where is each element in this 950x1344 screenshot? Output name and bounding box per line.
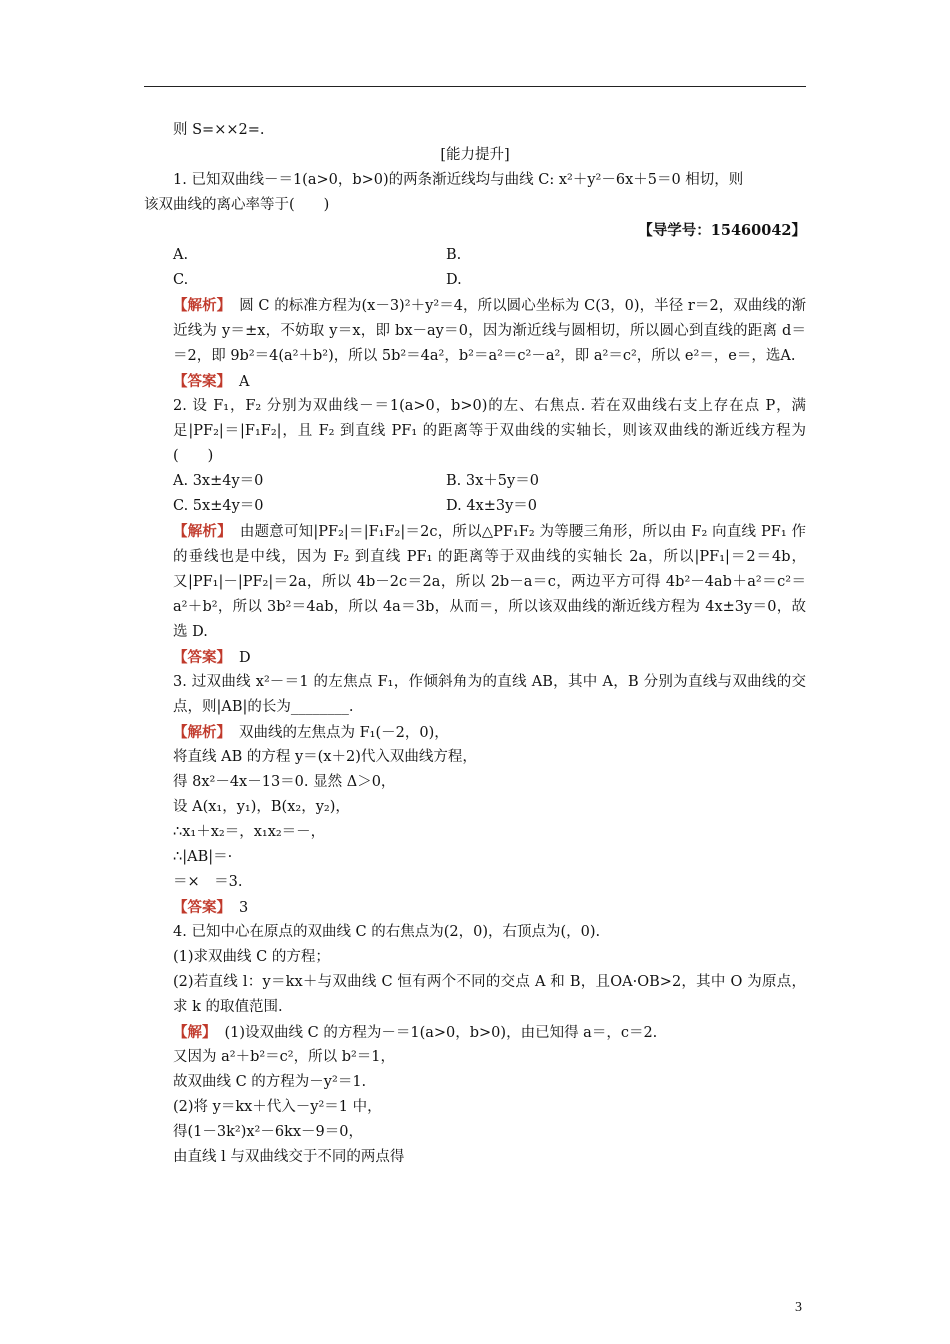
document-body <box>144 118 806 1170</box>
q2-options-row2 <box>144 494 806 519</box>
q1-stem-line1: 1. 已知双曲线－＝1(a>0，b>0)的两条渐近线均与曲线 C: x²＋y²－6x＋5＝0 相切，则 <box>173 172 744 188</box>
answer-tag: 【答案】 <box>173 899 231 916</box>
solution-tag: 【解析】 <box>173 724 231 741</box>
solution-tag: 【解析】 <box>173 297 232 314</box>
q1-options-row1 <box>144 243 806 268</box>
q3-solution-line: ∴x₁＋x₂＝，x₁x₂＝－， <box>173 824 326 840</box>
q3-solution-line: 得 8x²－4x－13＝0. 显然 Δ＞0， <box>173 774 396 790</box>
option-a: A. 3x±4y＝0 <box>173 473 264 489</box>
q2-answer <box>144 645 806 670</box>
q3-solution-line: ∴|AB|＝· <box>173 849 233 865</box>
q4-stem: 4. 已知中心在原点的双曲线 C 的右焦点为(2，0)，右顶点为(，0). <box>173 924 601 940</box>
option-b: B. <box>446 247 462 263</box>
q1-answer <box>144 369 806 394</box>
q4-part1: (1)求双曲线 C 的方程； <box>173 949 330 965</box>
answer-value: A <box>239 374 250 390</box>
q2-stem: 2. 设 F₁，F₂ 分别为双曲线－＝1(a>0，b>0)的左、右焦点. 若在双曲线右支上存在点 P，满足|PF₂|＝|F₁F₂|，且 F₂ 到直线 PF₁ 的距离等于双曲线的实轴长，则该双曲线的渐近线方程为( ) <box>173 398 806 464</box>
option-a: A. <box>173 247 189 263</box>
q1-stem-line2: 该双曲线的离心率等于( ) <box>144 197 330 213</box>
jie-tag: 【解】 <box>173 1024 217 1041</box>
q3-answer <box>144 895 806 920</box>
header-rule <box>144 86 806 87</box>
q3-solution-line: 设 A(x₁，y₁)，B(x₂，y₂)， <box>173 799 350 815</box>
answer-tag: 【答案】 <box>173 373 231 390</box>
q1-solution <box>144 293 806 369</box>
q2-options-row1 <box>144 469 806 494</box>
q4-solution-line: (2)将 y＝kx＋代入－y²＝1 中， <box>173 1099 382 1115</box>
option-d: D. 4x±3y＝0 <box>446 498 538 514</box>
q3-solution-line <box>144 720 806 745</box>
answer-value: D <box>239 650 251 666</box>
page-number: 3 <box>795 1300 802 1315</box>
text-line: 则 S=××2=. <box>173 122 265 138</box>
q4-solution-line: 由直线 l 与双曲线交于不同的两点得 <box>173 1149 405 1165</box>
q4-part2: (2)若直线 l：y＝kx＋与双曲线 C 恒有两个不同的交点 A 和 B，且OA·OB>2，其中 O 为原点，求 k 的取值范围. <box>173 974 806 1015</box>
solution-text: 由题意可知|PF₂|＝|F₁F₂|＝2c，所以△PF₁F₂ 为等腰三角形，所以由 F₂ 向直线 PF₁ 作的垂线也是中线，因为 F₂ 到直线 PF₁ 的距离等于双曲线的实轴长 2a，所以|PF₁|＝2＝4b，又|PF₁|－|PF₂|＝2a，所以 4b－2c＝2a，所以 2b－a＝c，两边平方可得 4b²－4ab＋a²＝c²＝a²＋b²，所以 3b²＝4ab，所以 4a＝3b，从而＝，所以该双曲线的渐近线方程为 4x±3y＝0，故选 D. <box>173 524 807 640</box>
q4-solution-line: 又因为 a²＋b²＝c²，所以 b²＝1， <box>173 1049 396 1065</box>
solution-text: (1)设双曲线 C 的方程为－＝1(a>0，b>0)，由已知得 a＝，c＝2. <box>224 1025 658 1041</box>
solution-tag: 【解析】 <box>173 523 232 540</box>
reference-number: 【导学号：15460042】 <box>638 222 806 239</box>
q3-stem: 3. 过双曲线 x²－＝1 的左焦点 F₁，作倾斜角为的直线 AB，其中 A，B 分别为直线与双曲线的交点，则|AB|的长为________. <box>173 674 806 715</box>
answer-value: 3 <box>239 900 249 916</box>
q4-solution-line: 故双曲线 C 的方程为－y²＝1. <box>173 1074 367 1090</box>
solution-text: 双曲线的左焦点为 F₁(－2，0)， <box>239 725 449 741</box>
section-heading: [能力提升] <box>440 147 510 163</box>
option-c: C. <box>173 272 189 288</box>
q4-solution-line: 得(1－3k²)x²－6kx－9＝0， <box>173 1124 363 1140</box>
option-c: C. 5x±4y＝0 <box>173 498 264 514</box>
answer-tag: 【答案】 <box>173 649 231 666</box>
option-b: B. 3x＋5y＝0 <box>446 473 539 489</box>
q3-solution-line: 将直线 AB 的方程 y＝(x＋2)代入双曲线方程， <box>173 749 477 765</box>
q4-solution-line <box>144 1020 806 1045</box>
solution-text: 圆 C 的标准方程为(x－3)²＋y²＝4，所以圆心坐标为 C(3，0)，半径 r＝2，双曲线的渐近线为 y＝±x，不妨取 y＝x，即 bx－ay＝0，因为渐近线与圆相切，所以圆心到直线的距离 d＝＝2，即 9b²＝4(a²＋b²)，所以 5b²＝4a²，b²＝a²＝c²－a²，即 a²＝c²，所以 e²＝，e＝，选A. <box>173 298 807 364</box>
q2-solution <box>144 519 806 645</box>
option-d: D. <box>446 272 462 288</box>
q1-options-row2 <box>144 268 806 293</box>
q3-solution-line: ＝× ＝3. <box>173 874 243 890</box>
